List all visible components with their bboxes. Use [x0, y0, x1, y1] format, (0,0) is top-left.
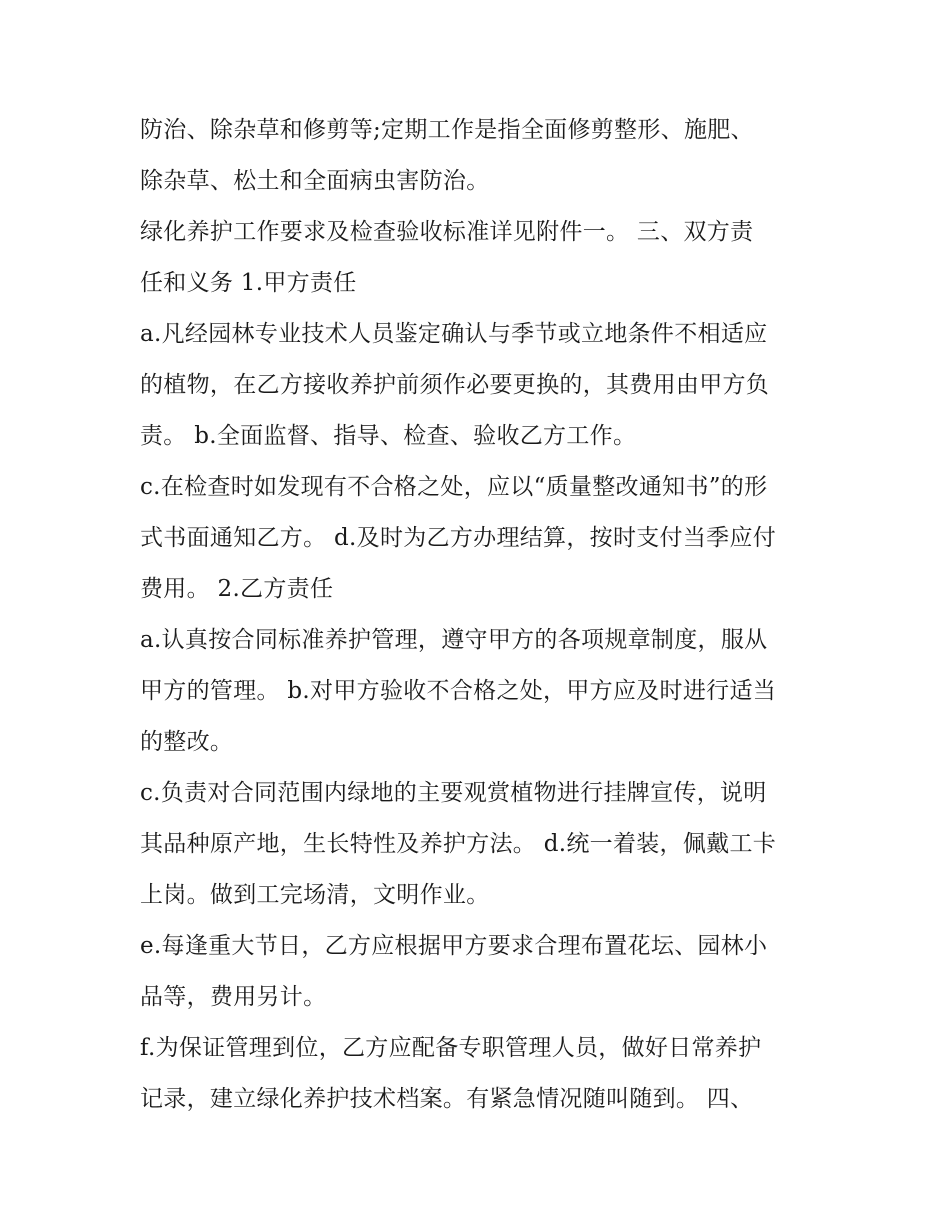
- text-line: 品等，费用另计。: [140, 984, 327, 1010]
- text-line: a.认真按合同标准养护管理，遵守甲方的各项规章制度，服从: [140, 627, 768, 653]
- text-line: f.为保证管理到位，乙方应配备专职管理人员，做好日常养护: [140, 1035, 762, 1061]
- text-line: 费用。 2.乙方责任: [140, 576, 334, 602]
- text-line: 除杂草、松土和全面病虫害防治。: [140, 168, 490, 194]
- text-line: a.凡经园林专业技术人员鉴定确认与季节或立地条件不相适应: [140, 321, 768, 347]
- text-line: 上岗。做到工完场清，文明作业。: [140, 882, 490, 908]
- text-line: 的植物，在乙方接收养护前须作必要更换的，其费用由甲方负: [140, 372, 770, 398]
- text-line: 责。 b.全面监督、指导、检查、验收乙方工作。: [140, 423, 637, 449]
- text-line: 任和义务 1.甲方责任: [140, 270, 357, 296]
- document-body: [140, 105, 830, 1125]
- text-line: 防治、除杂草和修剪等;定期工作是指全面修剪整形、施肥、: [140, 117, 754, 143]
- text-line: 记录，建立绿化养护技术档案。有紧急情况随叫随到。 四、: [140, 1086, 754, 1112]
- text-line: 绿化养护工作要求及检查验收标准详见附件一。 三、双方责: [140, 219, 754, 245]
- text-line: e.每逢重大节日，乙方应根据甲方要求合理布置花坛、园林小: [140, 933, 768, 959]
- text-line: 甲方的管理。 b.对甲方验收不合格之处，甲方应及时进行适当: [140, 678, 777, 704]
- text-line: 的整改。: [140, 729, 234, 755]
- text-line: 其品种原产地，生长特性及养护方法。 d.统一着装，佩戴工卡: [140, 831, 777, 857]
- text-line: c.在检查时如发现有不合格之处，应以“质量整改通知书”的形: [140, 474, 768, 500]
- text-line: c.负责对合同范围内绿地的主要观赏植物进行挂牌宣传，说明: [140, 780, 767, 806]
- text-line: 式书面通知乙方。 d.及时为乙方办理结算，按时支付当季应付: [140, 525, 777, 551]
